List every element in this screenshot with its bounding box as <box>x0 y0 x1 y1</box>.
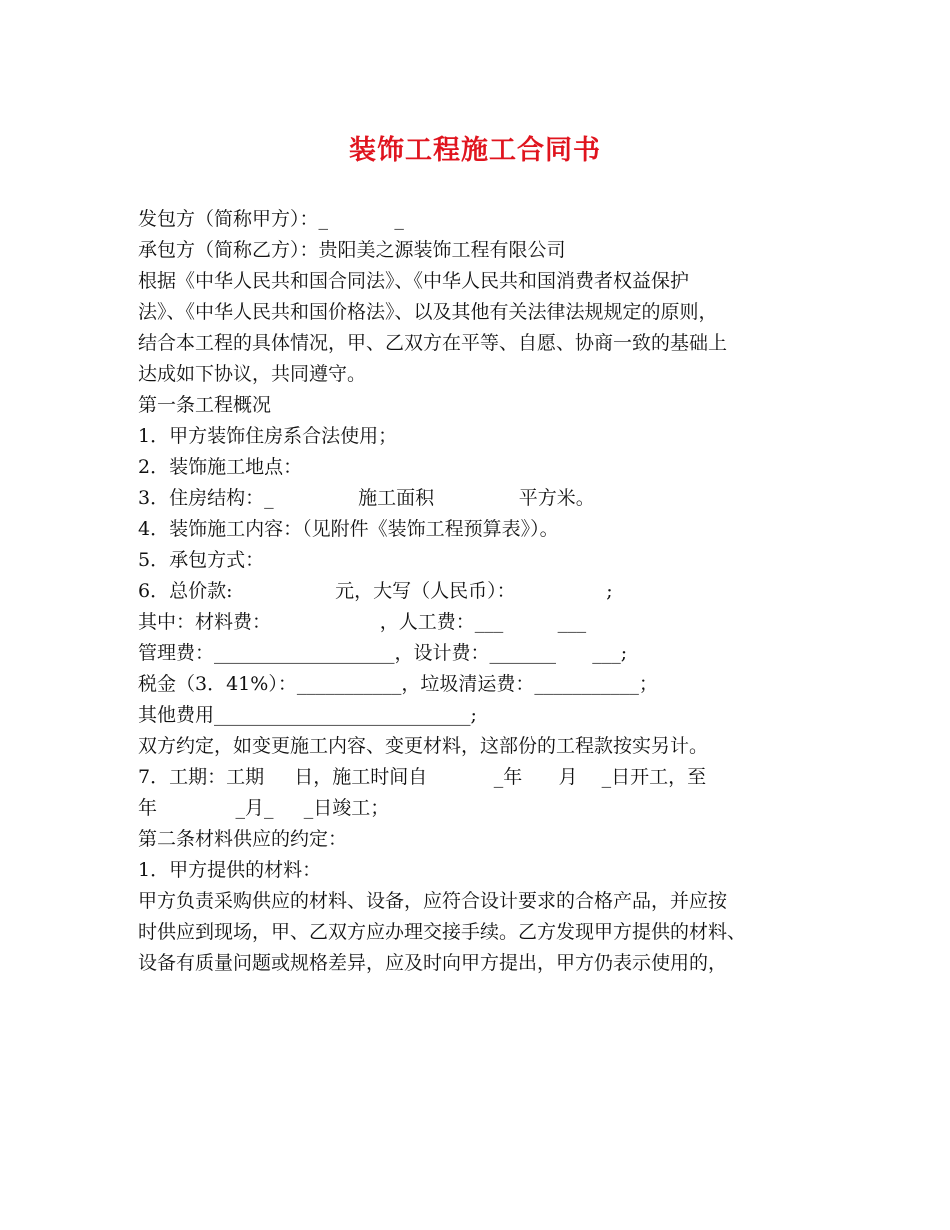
clause-1-3: 3．住房结构：_ 施工面积 平方米。 <box>138 487 595 509</box>
article-1-heading: 第一条工程概况 <box>138 394 272 416</box>
clause-1-7-line-2: 年 _月_ _日竣工； <box>138 797 390 819</box>
clause-1-6: 6．总价款: 元，大写（人民币）： ; <box>138 580 613 602</box>
document-title: 装饰工程施工合同书 <box>349 135 601 166</box>
fee-breakdown-line-1: 其中：材料费： ，人工费：___ ___ <box>138 611 587 633</box>
preamble-line-1: 根据《中华人民共和国合同法》、《中华人民共和国消费者权益保护 <box>138 270 690 292</box>
fee-breakdown-line-4: 其他费用___________________________; <box>138 704 477 726</box>
fee-breakdown-line-2: 管理费：___________________，设计费：_______ ___; <box>138 642 628 664</box>
clause-2-1-text-3: 设备有质量问题或规格差异，应及时向甲方提出，甲方仍表示使用的， <box>138 952 728 974</box>
clause-1-1: 1．甲方装饰住房系合法使用； <box>138 425 398 447</box>
preamble-line-2: 法》、《中华人民共和国价格法》、以及其他有关法律法规规定的原则， <box>138 301 718 323</box>
clause-2-1: 1．甲方提供的材料： <box>138 859 322 881</box>
document-body <box>138 204 828 979</box>
change-agreement-line: 双方约定，如变更施工内容、变更材料，这部份的工程款按实另计。 <box>138 735 709 757</box>
clause-1-4: 4．装饰施工内容：（见附件《装饰工程预算表》）。 <box>138 518 559 540</box>
clause-2-1-text-2: 时供应到现场，甲、乙双方应办理交接手续。乙方发现甲方提供的材料、 <box>138 921 747 943</box>
preamble-line-4: 达成如下协议，共同遵守。 <box>138 363 367 385</box>
article-2-heading: 第二条材料供应的约定： <box>138 828 348 850</box>
clause-1-7-line-1: 7．工期：工期 日，施工时间自 _年 月 _日开工，至 <box>138 766 707 788</box>
preamble-line-3: 结合本工程的具体情况，甲、乙双方在平等、自愿、协商一致的基础上 <box>138 332 728 354</box>
fee-breakdown-line-3: 税金（3．41%）：___________，垃圾清运费：___________； <box>138 673 658 695</box>
party-a-line: 发包方（简称甲方）：_ _ <box>138 208 404 230</box>
clause-1-2: 2．装饰施工地点： <box>138 456 303 478</box>
clause-1-5: 5．承包方式： <box>138 549 265 571</box>
party-b-line: 承包方（简称乙方）：贵阳美之源装饰工程有限公司 <box>138 239 566 261</box>
clause-2-1-text-1: 甲方负责采购供应的材料、设备，应符合设计要求的合格产品，并应按 <box>138 890 728 912</box>
